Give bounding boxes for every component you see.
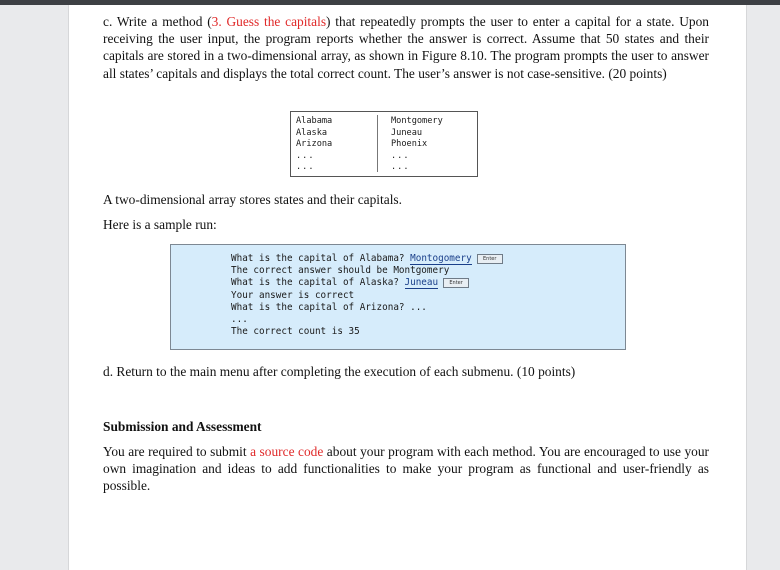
- console-line: [231, 302, 503, 314]
- states-column: [296, 116, 332, 174]
- user-input: Montogomery: [410, 253, 472, 264]
- console-line: [231, 326, 503, 338]
- state-cell: Arizona: [296, 139, 333, 149]
- capital-cell-ellipsis: ...: [391, 150, 410, 161]
- part-d-paragraph: d. Return to the main menu after completing the execution of each submenu. (10 points): [103, 364, 576, 379]
- console-ellipsis: ...: [231, 313, 248, 325]
- console-output: Your answer is correct: [231, 289, 355, 301]
- submission-suffix: about your program with each method. You are encouraged to use your own imagination and ideas to add functionalities to make your program as functional and user-friendly as possible.: [103, 444, 709, 494]
- submission-prefix: You are required to submit: [103, 444, 251, 459]
- capital-cell: Montgomery: [391, 116, 443, 126]
- capital-cell-ellipsis: ...: [391, 162, 410, 172]
- part-c-prefix: c. Write a method (: [103, 14, 212, 29]
- method-link-text: 3. Guess the capitals: [211, 14, 327, 29]
- enter-key-icon: Enter: [443, 278, 469, 288]
- console-output: The correct count is 35: [231, 326, 360, 338]
- enter-key-icon: Enter: [477, 254, 503, 264]
- console-line: [231, 265, 503, 277]
- array-figure: [290, 111, 478, 177]
- console-line: [231, 253, 503, 265]
- console-prompt: What is the capital of Alaska?: [231, 277, 405, 289]
- figure-caption: A two-dimensional array stores states and their capitals.: [103, 192, 402, 207]
- state-cell: Alaska: [296, 127, 328, 138]
- state-cell-ellipsis: ...: [296, 150, 315, 161]
- console-line: [231, 314, 503, 326]
- submission-heading: Submission and Assessment: [103, 419, 262, 434]
- part-c-suffix: ) that repeatedly prompts the user to enter a capital for a state. Upon receiving the user input, the program reports whether the answer is correct. Assume that 50 states and their capitals are stored in a two-dimensional array, as shown in Figure 8.10. The program prompts the user to answer all states’ capitals and displays the total correct count. The user’s answer is not case-sensitive. (20 points): [103, 14, 710, 81]
- capital-cell: Juneau: [391, 127, 423, 138]
- part-c-paragraph: [103, 13, 709, 82]
- state-cell-ellipsis: ...: [296, 162, 315, 172]
- state-cell: Alabama: [296, 116, 333, 126]
- console-prompt: What is the capital of Arizona? ...: [231, 301, 427, 313]
- source-code-link-text: a source code: [250, 444, 324, 459]
- user-input: Juneau: [404, 277, 439, 289]
- console-line: [231, 277, 503, 289]
- capital-cell: Phoenix: [391, 139, 428, 149]
- console-output: The correct answer should be Montgomery: [231, 265, 450, 277]
- console-line: [231, 290, 503, 302]
- console-prompt: What is the capital of Alabama?: [231, 253, 411, 264]
- document-page: [68, 5, 747, 570]
- sample-run-console: [170, 244, 626, 350]
- sample-run-intro: Here is a sample run:: [103, 217, 217, 232]
- capitals-column: [391, 116, 443, 174]
- console-lines: [231, 253, 503, 338]
- submission-paragraph: [103, 443, 709, 495]
